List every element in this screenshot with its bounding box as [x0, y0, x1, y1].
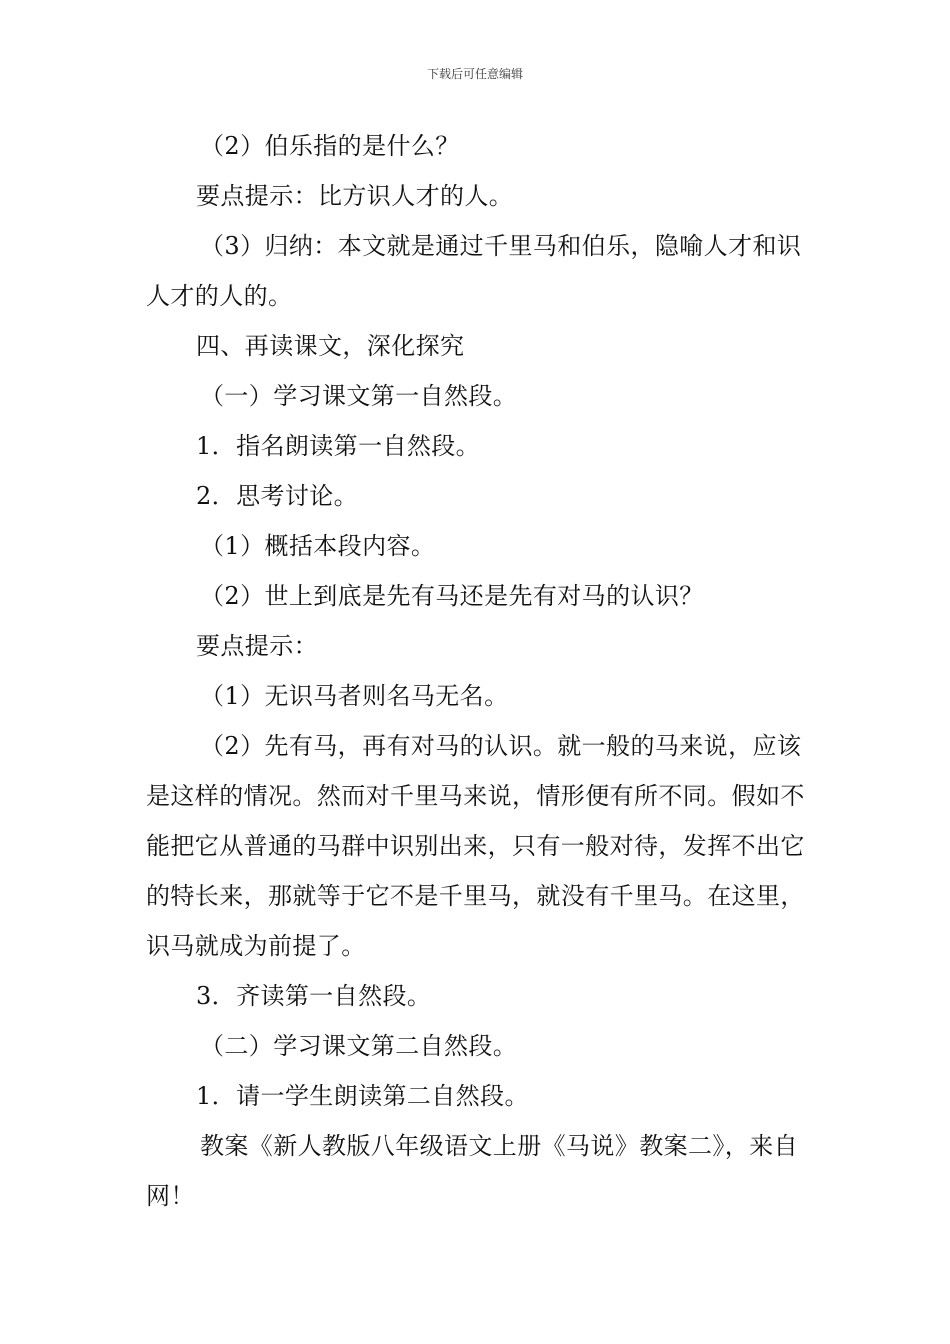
paragraph: （2）世上到底是先有马还是先有对马的认识？: [200, 582, 704, 610]
paragraph: 3．齐读第一自然段。: [196, 982, 432, 1010]
section-heading: 四、再读课文，深化探究: [196, 332, 465, 360]
paragraph: （2）伯乐指的是什么？: [200, 132, 460, 160]
paragraph: 要点提示：比方识人才的人。: [196, 182, 514, 210]
page-header: 下载后可任意编辑: [426, 67, 523, 81]
paragraph: （1）概括本段内容。: [200, 532, 436, 560]
paragraph: 要点提示：: [196, 632, 318, 660]
footer-note: 教案《新人教版八年级语文上册《马说》教案二》，来自网！: [146, 1132, 798, 1210]
paragraph: 1．指名朗读第一自然段。: [196, 432, 481, 460]
subsection-heading: （二）学习课文第二自然段。: [200, 1032, 518, 1060]
paragraph: （3）归纳：本文就是通过千里马和伯乐，隐喻人才和识人才的人的。: [146, 232, 802, 310]
paragraph: 1．请一学生朗读第二自然段。: [196, 1082, 529, 1110]
paragraph: （1）无识马者则名马无名。: [200, 682, 509, 710]
document-body: [146, 121, 810, 1221]
paragraph: （2）先有马，再有对马的认识。就一般的马来说，应该是这样的情况。然而对千里马来说，情形便有所不同。假如不能把它从普通的马群中识别出来，只有一般对待，发挥不出它的特长来，那就等于它不是千里马，就没有千里马。在这里，识马就成为前提了。: [146, 732, 805, 960]
subsection-heading: （一）学习课文第一自然段。: [200, 382, 518, 410]
paragraph: 2．思考讨论。: [196, 482, 359, 510]
